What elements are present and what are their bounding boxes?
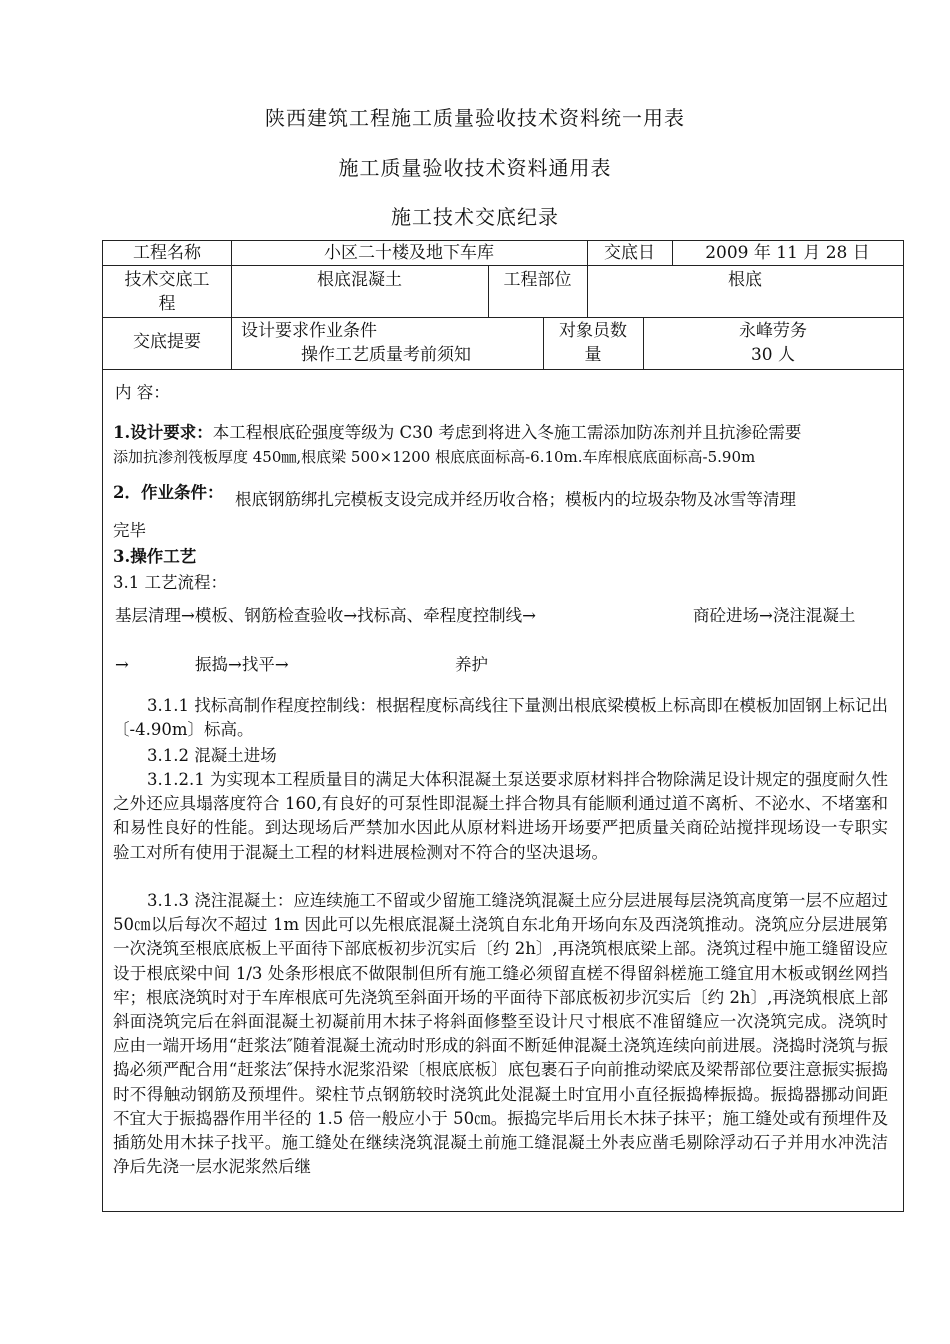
content-heading: 内 容：: [115, 383, 170, 402]
summary-value-line2: 操作工艺质量考前须知: [301, 345, 471, 365]
target-label-line2: 量: [584, 345, 602, 365]
part-label: 工程部位: [503, 270, 572, 290]
item-value: 根底混凝土: [317, 270, 402, 290]
project-name-label: 工程名称: [133, 243, 201, 263]
flow-step-line: 养护: [455, 655, 488, 674]
section-title: 1.设计要求：: [113, 423, 213, 442]
target-label: [543, 319, 643, 367]
paragraph-line: 完毕: [113, 521, 146, 540]
item-label: [103, 268, 231, 316]
flow-step-line: 商砼进场→浇注混凝土: [693, 606, 856, 625]
target-value: [643, 319, 903, 367]
item-label-line1: 技术交底工: [124, 270, 210, 290]
date-value: 2009 年 11 月 28 日: [705, 243, 870, 263]
paragraph-3-1-1: 3.1.1 找标高制作程度控制线：根据程度标高线往下量测出根底梁模板上标高即在模板加固钢上标记出〔-4.90m〕标高。: [113, 696, 888, 740]
target-value-line1: 永峰劳务: [739, 321, 807, 341]
form-title: 施工技术交底纪录: [391, 205, 559, 229]
paragraph-line: 添加抗渗剂筏板厚度 450㎜,根底梁 500×1200 根底底面标高-6.10m.车库根底底面标高-5.90m: [113, 448, 756, 467]
row-divider: [103, 317, 903, 318]
paragraph-3-1-3: 3.1.3 浇注混凝土：应连续施工不留或少留施工缝浇筑混凝土应分层进展每层浇筑高度第一层不应超过 50㎝以后每次不超过 1m 因此可以先根底混凝土浇筑自东北角开场向东及西浇筑推动。浇筑应分层进展第一次浇筑至根底底板上平面待下部底板初步沉实后〔约 2h〕,再浇筑根底梁上部。浇筑过程中施工缝留设应设于根底梁中间 1/3 处条形根底不做限制但所有施工缝必须留直槎不得留斜槎施工缝宜用木板或钢丝网挡牢；根底浇筑时对于车库根底可先浇筑至斜面开场的平面待下部底板初步沉实后〔约 2h〕,再浇筑根底上部斜面浇筑完后在斜面混凝土初凝前用木抹子将斜面修整至设计尺寸根底不准留缝应一次浇筑完成。浇筑时应由一端开场用“赶浆法″随着混凝土流动时形成的斜面不断延伸混凝土浇筑连续向前进展。浇捣时浇筑与振捣必须严配合用“赶浆法″保持水泥浆沿梁〔根底底板〕底包裹石子向前推动梁底及梁帮部位要注意振实振捣时不得触动钢筋及预埋件。梁柱节点钢筋较时浇筑此处混凝土时宜用小直径振捣棒振捣。振捣器挪动间距不宜大于振捣器作用半径的 1.5 倍一般应小于 50㎝。振捣完毕后用长木抹子抹平；施工缝处或有预埋件及插筋处用木抹子找平。施工缝处在继续浇筑混凝土前施工缝混凝土外表应凿毛剔除浮动石子并用水冲洗洁净后先浇一层水泥浆然后继: [113, 891, 888, 1177]
target-label-line1: 对象员数: [559, 321, 627, 341]
paragraph-3-1-2: 3.1.2 混凝土进场: [147, 746, 277, 765]
flow-step-line: 振捣→找平→: [195, 655, 289, 674]
part-value: 根底: [728, 270, 762, 290]
summary-value-line1: 设计要求作业条件: [241, 321, 377, 341]
flow-step-line: 基层清理→模板、钢筋检查验收→找标高、牵程度控制线→: [115, 606, 536, 625]
section-title: 3.操作工艺: [113, 547, 197, 566]
subsection-title: 3.1 工艺流程：: [113, 573, 227, 592]
project-name-value: 小区二十楼及地下车库: [324, 243, 494, 263]
paragraph-3-1-2-1: 3.1.2.1 为实现本工程质量目的满足大体积混凝土泵送要求原材料拌合物除满足设计规定的强度耐久性之外还应具塌落度符合 160,有良好的可泵性即混凝土拌合物具有能顺利通过道不离析、不泌水、不堵塞和和易性良好的性能。到达现场后严禁加水因此从原材料进场开场要严把质量关商砼站搅拌现场设一专职实验工对所有使用于混凝土工程的材料进展检测对不符合的坚决退场。: [113, 770, 888, 862]
section-title: 2．作业条件：: [113, 483, 224, 502]
summary-label: 交底提要: [133, 332, 201, 352]
row-divider: [103, 265, 903, 266]
date-label: 交底日: [604, 243, 655, 263]
flow-arrow: →: [115, 655, 129, 674]
paragraph-line: 本工程根底砼强度等级为 C30 考虑到将进入冬施工需添加防冻剂并且抗渗砼需要: [212, 423, 802, 442]
form-category-title: 施工质量验收技术资料通用表: [338, 156, 612, 180]
item-label-line2: 程: [158, 294, 176, 314]
disclosure-table: [102, 240, 904, 1212]
section-design-requirements: [113, 421, 895, 469]
form-series-title: 陕西建筑工程施工质量验收技术资料统一用表: [265, 106, 685, 130]
target-value-line2: 30 人: [750, 345, 796, 365]
row-divider: [103, 369, 903, 370]
paragraph-line: 根底钢筋绑扎完模板支设完成并经历收合格；模板内的垃圾杂物及冰雪等清理: [235, 490, 796, 509]
